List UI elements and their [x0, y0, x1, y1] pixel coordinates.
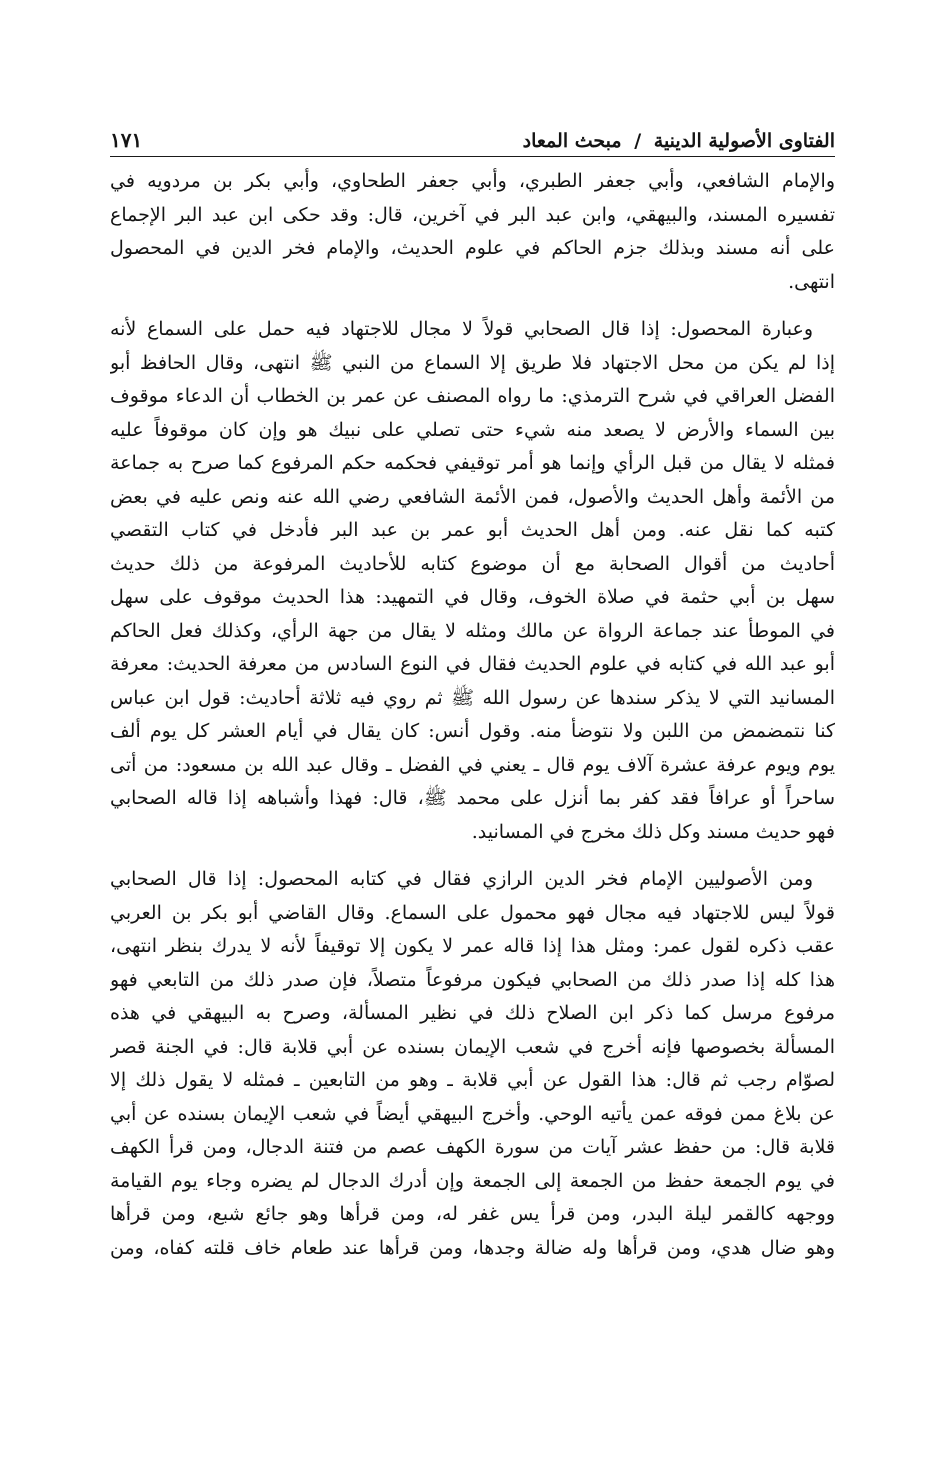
text-line: المسانيد التي لا يذكر سندها عن رسول الله ﷺ ثم روي فيه ثلاثة أحاديث: قول ابن عباس — [110, 686, 835, 709]
text-line: يوم ويوم عرفة عشرة آلاف يوم قال ـ يعني في الفضل ـ وقال عبد الله بن مسعود: من أتى — [110, 753, 835, 776]
text-line: مرفوع مرسل كما ذكر ابن الصلاح ذلك في نظير المسألة، وصرح به البيهقي في هذه — [110, 1002, 835, 1024]
text-line: عن بلاغ ممن فوقه عمن يأتيه الوحي. وأخرج البيهقي أيضاً في شعب الإيمان بسنده عن أبي — [110, 1102, 835, 1125]
text-line: ومن الأصوليين الإمام فخر الدين الرازي فقال في كتابه المحصول: إذا قال الصحابي — [110, 868, 813, 890]
text-line: في الموطأ عند جماعة الرواة عن مالك ومثله لا يقال من جهة الرأي، وكذلك فعل الحاكم — [110, 619, 835, 642]
running-header — [110, 112, 835, 157]
text-line: أبو عبد الله في كتابه في علوم الحديث فقال في النوع السادس من معرفة الحديث: معرفة — [110, 653, 835, 675]
text-line: وعبارة المحصول: إذا قال الصحابي قولاً لا مجال للاجتهاد فيه حمل على السماع لأنه — [110, 318, 813, 340]
paragraph-1 — [110, 165, 835, 299]
body-text — [110, 165, 835, 1265]
text-line: سهل بن أبي حثمة في صلاة الخوف، وقال في التمهيد: هذا الحديث موقوف على سهل — [110, 586, 835, 608]
text-line: أحاديث من أقوال الصحابة مع أن موضوع كتابه للأحاديث المرفوعة من ذلك حديث — [110, 552, 835, 575]
text-line: فمثله لا يقال من قبل الرأي وإنما هو أمر توقيفي فحكمه حكم المرفوع كما صرح به جماعة — [110, 452, 835, 474]
text-line: انتهى. — [788, 270, 835, 293]
text-line: تفسيره المسند، والبيهقي، وابن عبد البر في آخرين، قال: وقد حكى ابن عبد البر الإجماع — [110, 203, 835, 226]
section-title: مبحث المعاد — [522, 130, 622, 152]
text-line: كتبه كما نقل عنه. ومن أهل الحديث أبو عمر بن عبد البر فأدخل في كتاب التقصي — [110, 519, 835, 541]
text-line: والإمام الشافعي، وأبي جعفر الطبري، وأبي جعفر الطحاوي، وأبي بكر بن مردويه في — [110, 170, 835, 192]
text-line: هذا كله إذا صدر ذلك من الصحابي فيكون مرفوعاً متصلاً، فإن صدر ذلك من التابعي فهو — [110, 968, 835, 991]
text-line: من الأئمة وأهل الحديث والأصول، فمن الأئمة الشافعي رضي الله عنه ونص عليه في بعض — [110, 485, 835, 508]
paragraph-3 — [110, 863, 835, 1265]
text-line: لصوّام رجب ثم قال: هذا القول عن أبي قلابة ـ وهو من التابعين ـ فمثله لا يقول ذلك إلا — [110, 1069, 835, 1091]
text-line: قولاً ليس للاجتهاد فيه مجال فهو محمول على السماع. وقال القاضي أبو بكر بن العربي — [110, 901, 835, 924]
text-line: الفضل العراقي في شرح الترمذي: ما رواه المصنف عن عمر بن الخطاب أن الدعاء موقوف — [110, 385, 835, 407]
text-line: قلابة قال: من حفظ عشر آيات من سورة الكهف عصم من فتنة الدجال، ومن قرأ الكهف — [110, 1136, 835, 1158]
text-line: فهو حديث مسند وكل ذلك مخرج في المسانيد. — [471, 820, 835, 843]
text-line: على أنه مسند وبذلك جزم الحاكم في علوم الحديث، والإمام فخر الدين في المحصول — [110, 237, 835, 259]
text-line: كنا نتمضمض من اللبن ولا نتوضأ منه. وقول أنس: كان يقال في أيام العشر كل يوم ألف — [110, 720, 835, 742]
book-title: الفتاوى الأصولية الدينية — [653, 130, 835, 152]
title-separator: / — [634, 130, 642, 152]
book-page — [110, 112, 835, 1279]
text-line: عقب ذكره لقول عمر: ومثل هذا إذا قاله عمر لا يكون إلا توقيفاً لأنه لا يدرك بنظر انتهى، — [110, 935, 835, 957]
text-line: في يوم الجمعة حفظ من الجمعة إلى الجمعة وإن أدرك الدجال لم يضره وجاء يوم القيامة — [110, 1169, 835, 1192]
text-line: إذا لم يكن من محل الاجتهاد فلا طريق إلا السماع من النبي ﷺ انتهى، وقال الحافظ أبو — [110, 351, 835, 374]
text-line: المسألة بخصوصها فإنه أخرج في شعب الإيمان بسنده عن أبي قلابة قال: في الجنة قصر — [110, 1035, 835, 1058]
text-line: وهو ضال هدي، ومن قرأها وله ضالة وجدها، ومن قرأها عند طعام خاف قلته كفاه، ومن — [110, 1236, 835, 1259]
text-line: ووجهه كالقمر ليلة البدر، ومن قرأ يس غفر له، ومن قرأها وهو جائع شبع، ومن قرأها — [110, 1203, 835, 1225]
text-line: ساحراً أو عرافاً فقد كفر بما أنزل على محمد ﷺ، قال: فهذا وأشباهه إذا قاله الصحابي — [110, 787, 835, 809]
running-title — [523, 130, 835, 152]
text-line: بين السماء والأرض لا يصعد منه شيء حتى تصلي على نبيك هو وإن كان موقوفاً عليه — [110, 418, 835, 441]
paragraph-2 — [110, 313, 835, 849]
page-number: ١٧١ — [110, 128, 143, 152]
